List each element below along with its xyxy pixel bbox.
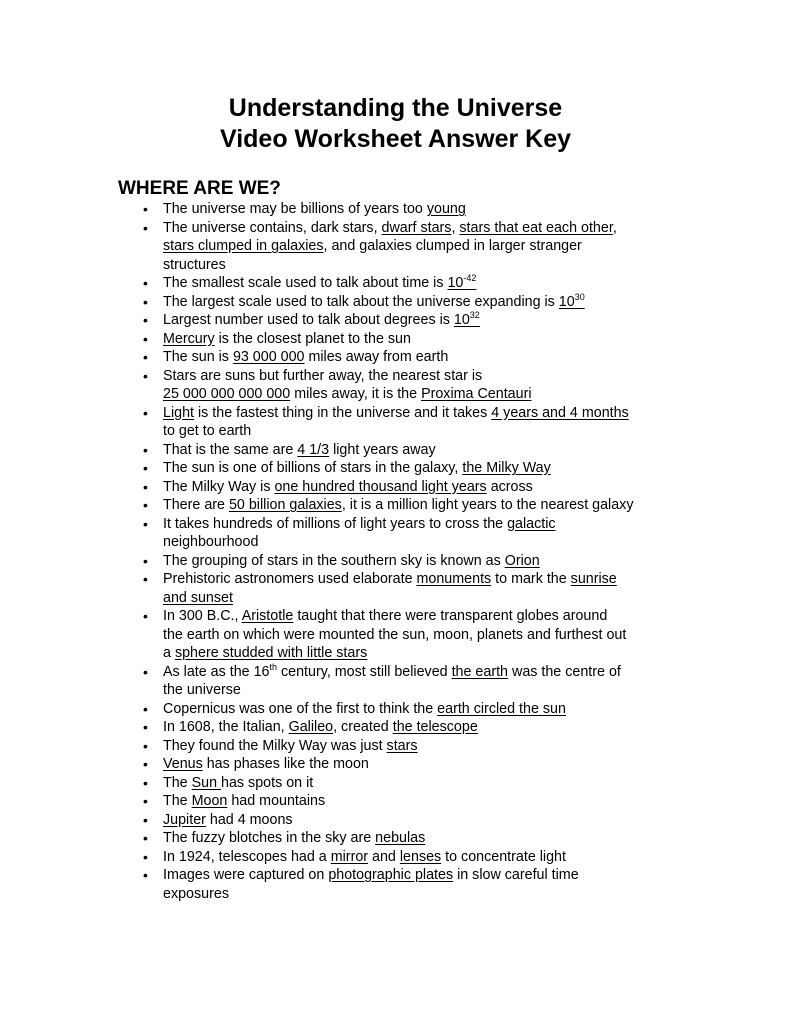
list-item: • The largest scale used to talk about the universe expanding is $10^{30}$ (0, 293, 791, 312)
list-item: • The Sun has spots on it (0, 774, 791, 793)
list-item: • Mercury is the closest planet to the sun (0, 330, 791, 349)
list-item: • The grouping of stars in the southern sky is known as Orion (0, 552, 791, 571)
section-heading: WHERE ARE WE? (118, 178, 281, 199)
list-item: • Prehistoric astronomers used elaborate monuments to mark the sunrise (0, 570, 791, 589)
title-line-1: Understanding the Universe (228, 94, 563, 122)
list-item: • They found the Milky Way was just stars (0, 737, 791, 756)
list-item-continuation: structures (163, 256, 226, 273)
list-item: • In 1608, the Italian, Galileo, created the telescope (0, 718, 791, 737)
list-item: • The universe contains, dark stars, dwarf stars, stars that eat each other, (0, 219, 791, 238)
list-item: • It takes hundreds of millions of light years to cross the galactic (0, 515, 791, 534)
list-item: • As late as the 16th century, most still believed the earth was the centre of (0, 663, 791, 682)
list-item: • Jupiter had 4 moons (0, 811, 791, 830)
list-item: • The sun is 93 000 000 miles away from earth (0, 348, 791, 367)
list-item: • In 300 B.C., Aristotle taught that there were transparent globes around (0, 607, 791, 626)
document-title (0, 93, 791, 155)
list-item-continuation: 25 000 000 000 000 miles away, it is the Proxima Centauri (163, 386, 532, 402)
list-item-continuation: the earth on which were mounted the sun, moon, planets and furthest out (163, 626, 627, 643)
list-item: • The sun is one of billions of stars in the galaxy, the Milky Way (0, 459, 791, 478)
list-item-continuation: to get to earth (163, 423, 252, 439)
list-item: • In 1924, telescopes had a mirror and lenses to concentrate light (0, 848, 791, 867)
list-item: • There are 50 billion galaxies, it is a million light years to the nearest galaxy (0, 496, 791, 515)
list-item: • Largest number used to talk about degrees is $10^{32}$ (0, 311, 791, 330)
list-item-continuation: and sunset (163, 589, 233, 606)
bullet-list (0, 200, 791, 903)
list-item: • The smallest scale used to talk about time is $10^{-42}$ (0, 274, 791, 293)
list-item-continuation: neighbourhood (163, 534, 259, 550)
list-item: • The Milky Way is one hundred thousand light years across (0, 478, 791, 497)
list-item: • Light is the fastest thing in the universe and it takes 4 years and 4 months (0, 404, 791, 423)
list-item: • The universe may be billions of years too young (0, 200, 791, 219)
list-item-continuation: stars clumped in galaxies, and galaxies clumped in larger stranger (163, 238, 582, 254)
list-item: • Venus has phases like the moon (0, 755, 791, 774)
list-item: • Stars are suns but further away, the nearest star is (0, 367, 791, 386)
list-item: • Copernicus was one of the first to think the earth circled the sun (0, 700, 791, 719)
list-item: • The Moon had mountains (0, 792, 791, 811)
title-line-2: Video Worksheet Answer Key (219, 125, 572, 153)
list-item: • The fuzzy blotches in the sky are nebulas (0, 829, 791, 848)
list-item-continuation: a sphere studded with little stars (163, 645, 368, 661)
list-item-continuation: the universe (163, 682, 241, 698)
list-item-continuation: exposures (163, 885, 229, 902)
list-item: • Images were captured on photographic plates in slow careful time (0, 866, 791, 885)
list-item: • That is the same are 4 1/3 light years away (0, 441, 791, 460)
